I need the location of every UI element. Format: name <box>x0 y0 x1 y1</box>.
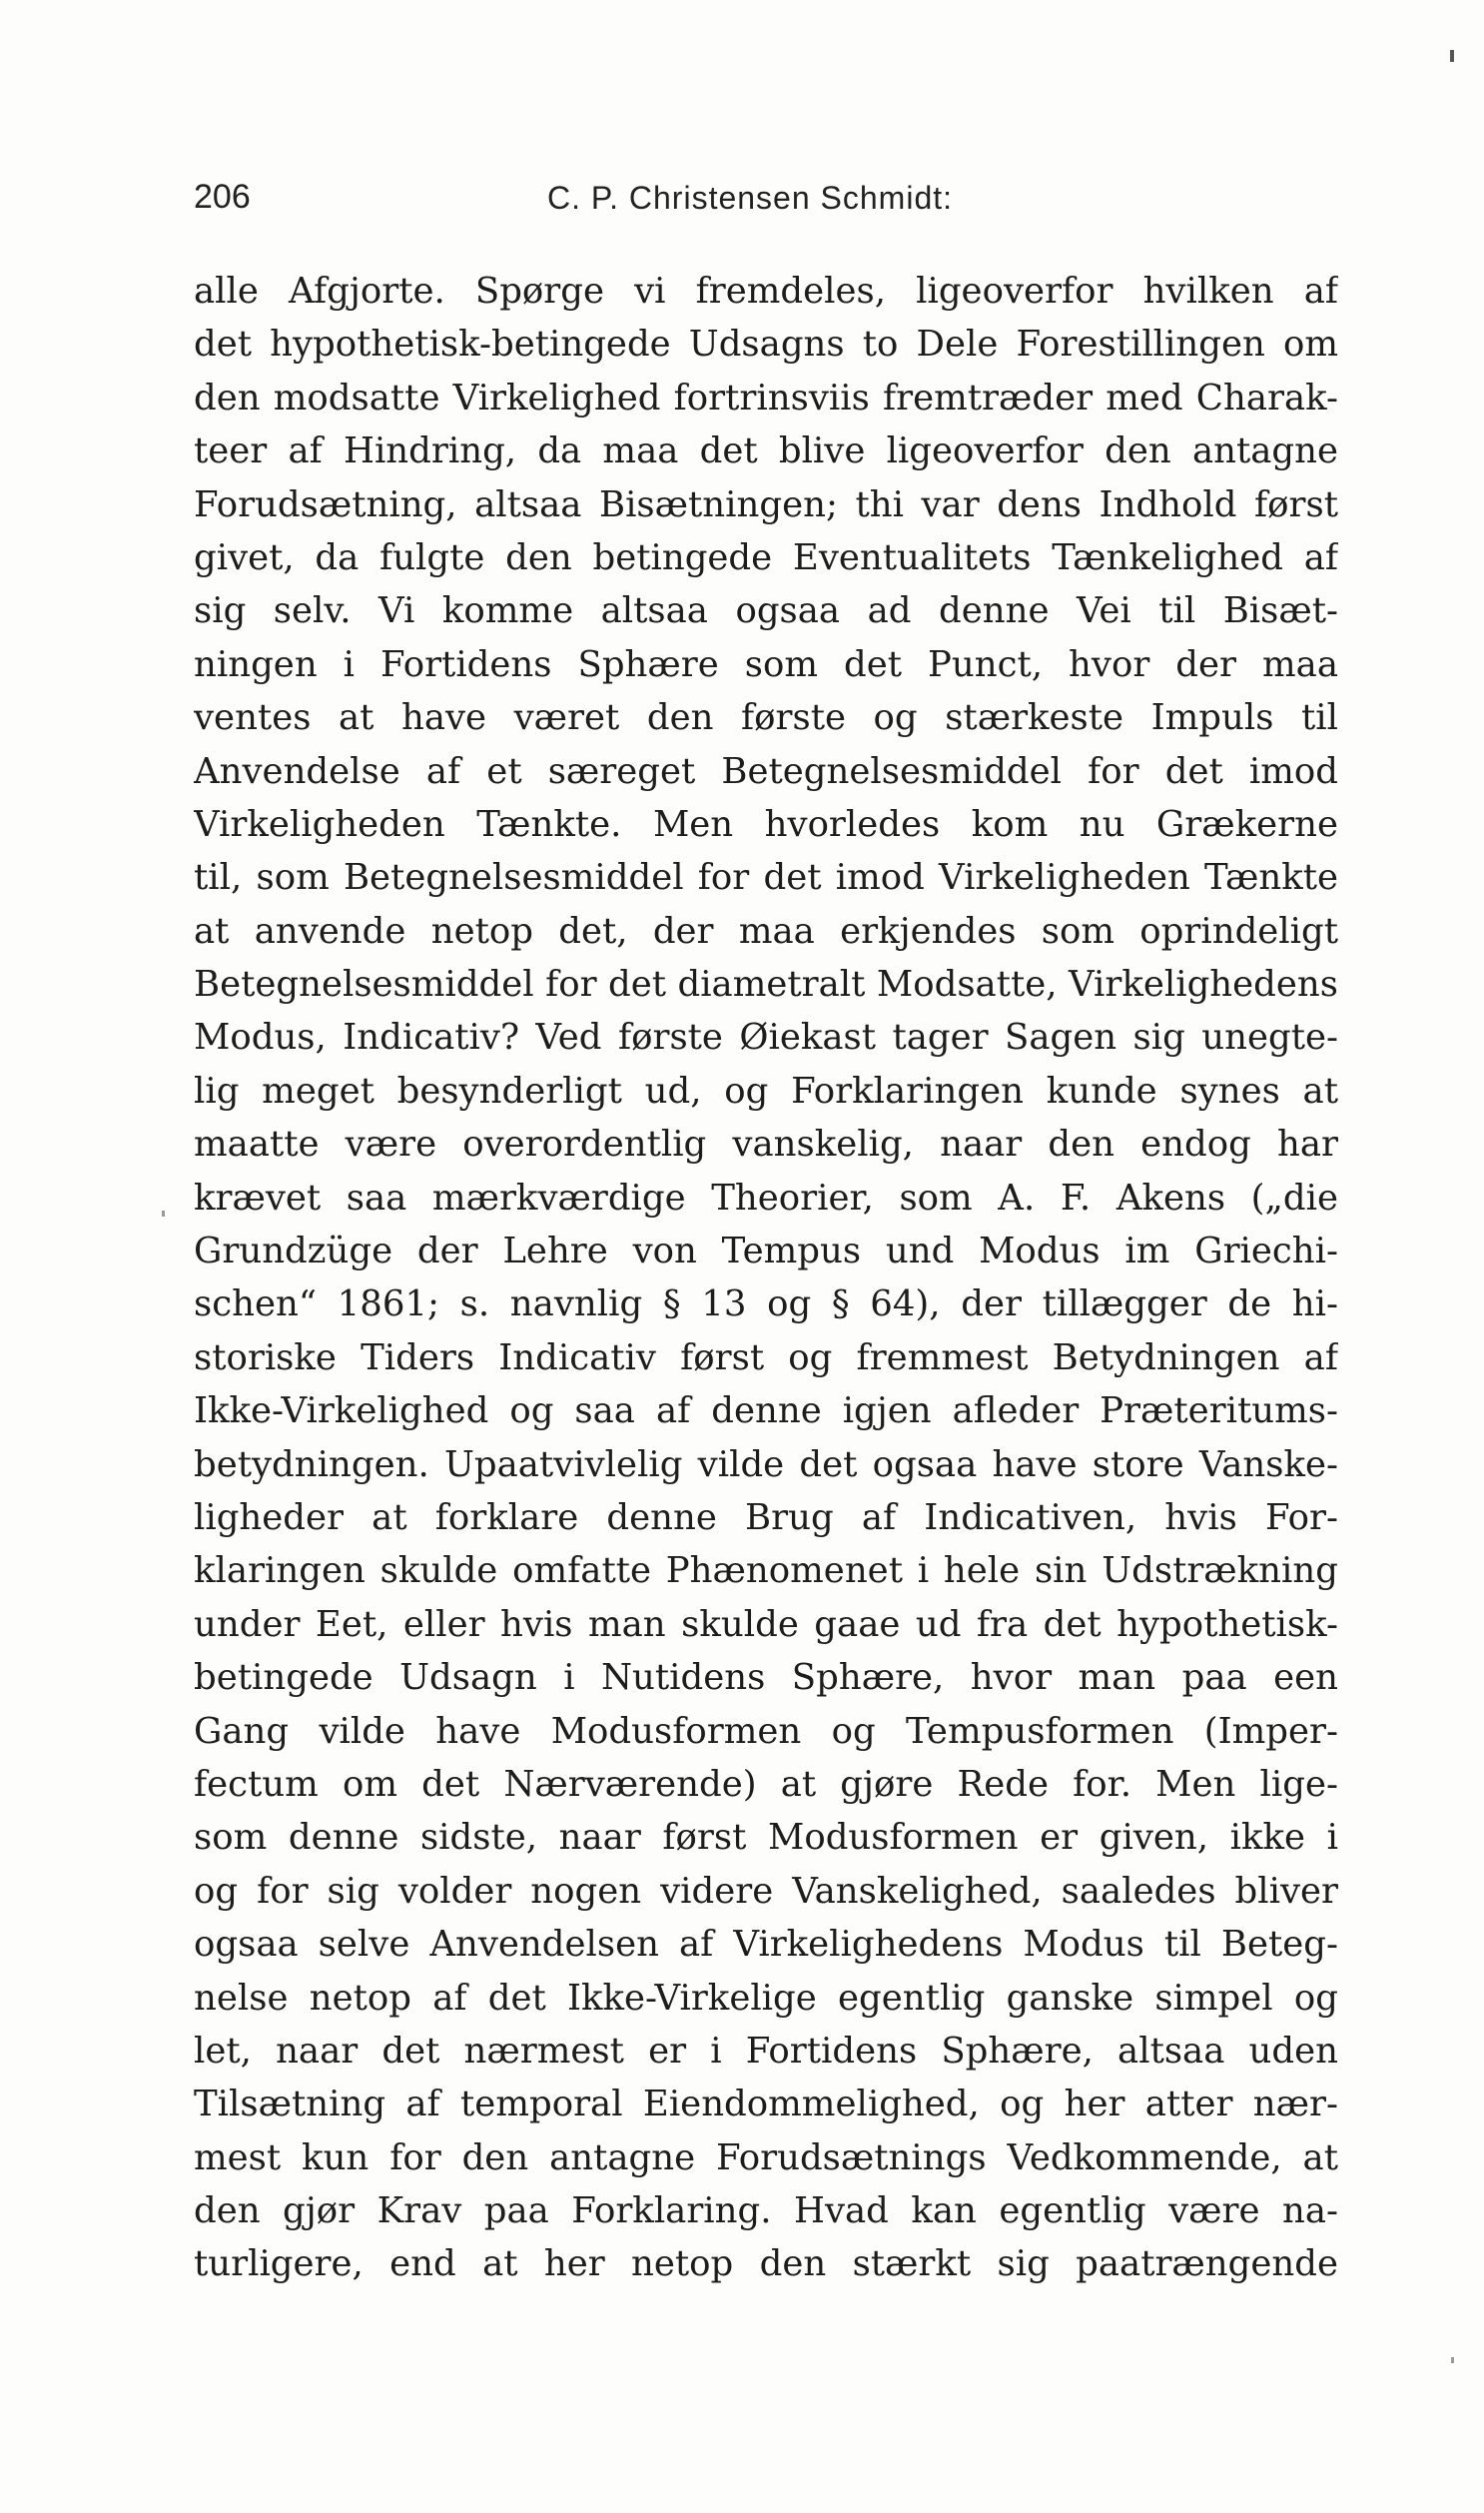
text-line: som denne sidste, naar først Modusformen er given, ikke i <box>194 1817 1338 1859</box>
text-line: fectum om det Nærværende) at gjøre Rede for. Men lige- <box>194 1763 1338 1805</box>
text-line: ligheder at forklare denne Brug af Indicativen, hvis For- <box>194 1496 1338 1538</box>
page-header <box>194 178 1338 228</box>
text-line: Betegnelsesmiddel for det diametralt Modsatte, Virkelighedens <box>194 964 1338 1006</box>
text-line: det hypothetisk-betingede Udsagns to Dele Forestillingen om <box>194 324 1338 366</box>
text-line: under Eet, eller hvis man skulde gaae ud fra det hypothetisk- <box>194 1603 1338 1645</box>
text-line: mest kun for den antagne Forudsætnings Vedkommende, at <box>194 2136 1338 2178</box>
text-line: turligere, end at her netop den stærkt sig paatrængende <box>194 2243 1338 2285</box>
text-line: den gjør Krav paa Forklaring. Hvad kan egentlig være na- <box>194 2190 1338 2232</box>
text-line: ogsaa selve Anvendelsen af Virkelighedens Modus til Beteg- <box>194 1924 1338 1966</box>
text-line: Grundzüge der Lehre von Tempus und Modus im Griechi- <box>194 1231 1338 1272</box>
text-line: til, som Betegnelsesmiddel for det imod Virkeligheden Tænkte <box>194 857 1338 899</box>
text-line: schen“ 1861; s. navnlig § 13 og § 64), der tillægger de hi- <box>194 1283 1338 1325</box>
text-line: Gang vilde have Modusformen og Tempusformen (Imper- <box>194 1710 1338 1752</box>
margin-mark <box>162 1211 165 1217</box>
text-line: teer af Hindring, da maa det blive ligeoverfor den antagne <box>194 430 1338 472</box>
text-line: at anvende netop det, der maa erkjendes som oprindeligt <box>194 910 1338 952</box>
page-number: 206 <box>194 178 251 216</box>
text-line: Virkeligheden Tænkte. Men hvorledes kom nu Grækerne <box>194 803 1338 845</box>
text-line: givet, da fulgte den betingede Eventualitets Tænkelighed af <box>194 536 1338 578</box>
text-line: krævet saa mærkværdige Theorier, som A. F. Akens („die <box>194 1177 1338 1219</box>
text-line: og for sig volder nogen videre Vanskelighed, saaledes bliver <box>194 1870 1338 1912</box>
text-line: den modsatte Virkelighed fortrinsviis fremtræder med Charak- <box>194 377 1338 419</box>
text-line: klaringen skulde omfatte Phænomenet i hele sin Udstrækning <box>194 1550 1338 1592</box>
text-line: Forudsætning, altsaa Bisætningen; thi var dens Indhold først <box>194 483 1338 525</box>
text-line: Modus, Indicativ? Ved første Øiekast tager Sagen sig unegte- <box>194 1017 1338 1059</box>
text-line: lig meget besynderligt ud, og Forklaringen kunde synes at <box>194 1070 1338 1112</box>
text-line: maatte være overordentlig vanskelig, naar den endog har <box>194 1124 1338 1166</box>
edge-mark <box>1450 50 1454 62</box>
running-head: C. P. Christensen Schmidt: <box>547 180 954 216</box>
text-line: ningen i Fortidens Sphære som det Punct, hvor der maa <box>194 643 1338 685</box>
text-line: let, naar det nærmest er i Fortidens Sphære, altsaa uden <box>194 2030 1338 2072</box>
text-line: alle Afgjorte. Spørge vi fremdeles, ligeoverfor hvilken af <box>194 271 1338 312</box>
text-line: Tilsætning af temporal Eiendommelighed, og her atter nær- <box>194 2084 1338 2125</box>
text-line: sig selv. Vi komme altsaa ogsaa ad denne Vei til Bisæt- <box>194 590 1338 632</box>
body-text <box>194 265 1338 2291</box>
text-line: nelse netop af det Ikke-Virkelige egentlig ganske simpel og <box>194 1977 1338 2019</box>
text-line: storiske Tiders Indicativ først og fremmest Betydningen af <box>194 1336 1338 1378</box>
margin-mark <box>1451 2357 1454 2363</box>
text-line: Ikke-Virkelighed og saa af denne igjen afleder Præteritums- <box>194 1390 1338 1432</box>
text-line: betydningen. Upaatvivlelig vilde det ogsaa have store Vanske- <box>194 1443 1338 1485</box>
text-line: Anvendelse af et særeget Betegnelsesmiddel for det imod <box>194 750 1338 792</box>
text-line: betingede Udsagn i Nutidens Sphære, hvor man paa een <box>194 1657 1338 1699</box>
text-line: ventes at have været den første og stærkeste Impuls til <box>194 697 1338 739</box>
